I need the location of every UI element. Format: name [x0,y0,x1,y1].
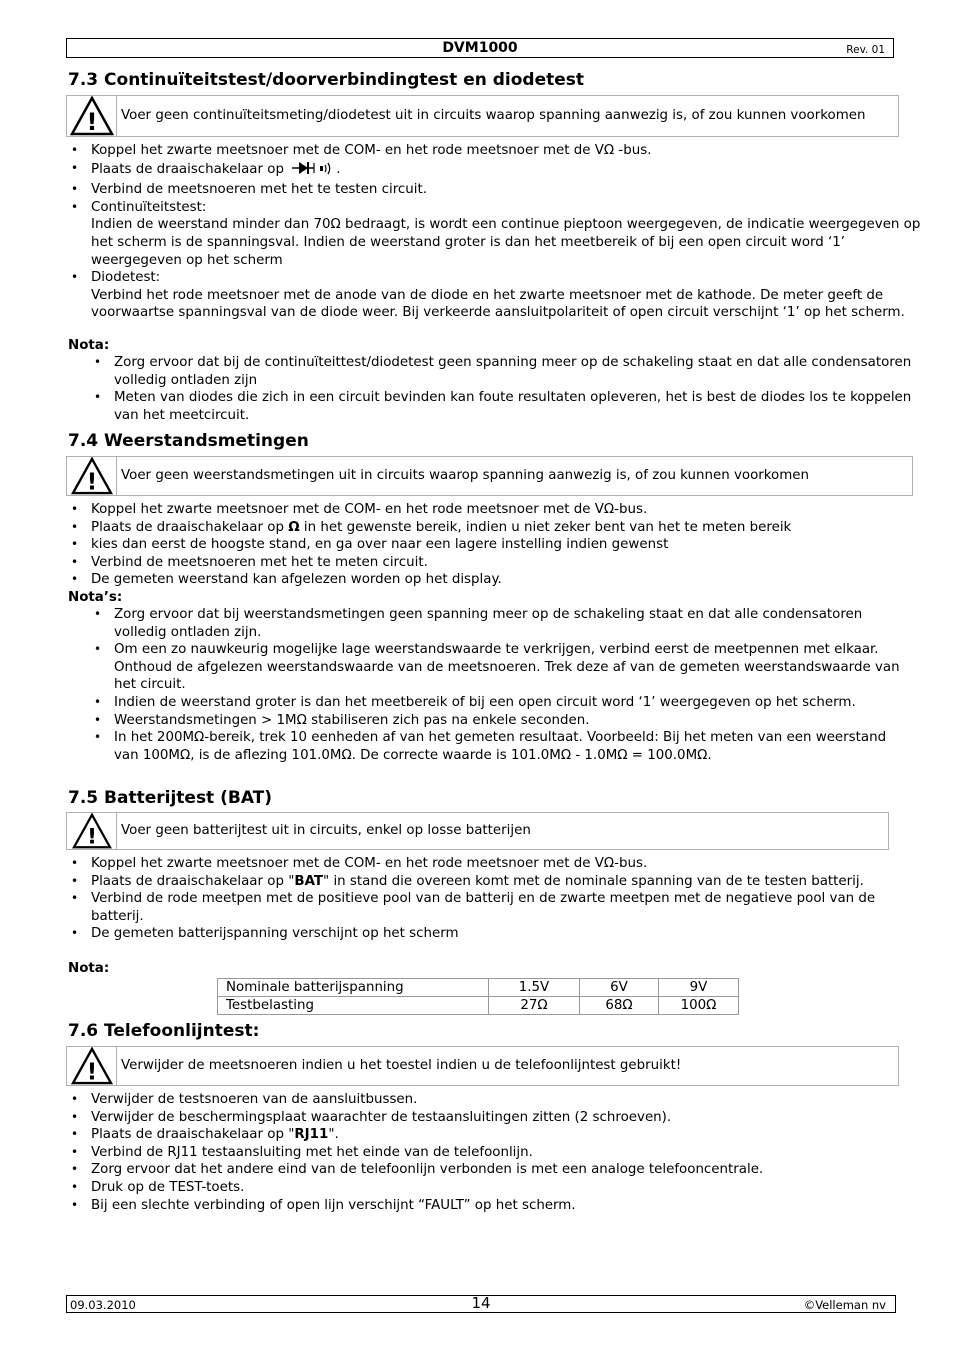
list-item [91,1126,921,1144]
list-item-text: Plaats de draaischakelaar op " [91,873,295,889]
list-item: • Verbind de rode meetpen met de positieve pool van de batterij en de zwarte meetpen met de negatieve pool van de batterij. [91,890,921,925]
list-item: • Koppel het zwarte meetsnoer met de COM- en het rode meetsnoer met de VΩ-bus. [91,501,921,519]
revision: Rev. 01 [846,44,885,56]
table-cell: 1.5V [489,979,580,997]
note-item: • Weerstandsmetingen > 1MΩ stabiliseren zich pas na enkele seconden. [114,712,914,730]
table-cell: 100Ω [659,997,739,1015]
list-item: • kies dan eerst de hoogste stand, en ga over naar een lagere instelling indien gewenst [91,536,921,554]
list-item: • Verbind de meetsnoeren met het te meten circuit. [91,554,921,572]
list-item-text: Verbind het rode meetsnoer met de anode van de diode en het zwarte meetsnoer met de kathode. De meter geeft de voorwaartse spanningsval van de diode weer. Bij verkeerde aansluitpolariteit of open circuit verschijnt ‘1’ op het scherm. [91,287,905,321]
bullet-list-7-5 [68,855,921,943]
note-list-7-3 [91,354,914,424]
list-item: • Druk op de TEST-toets. [91,1179,921,1197]
table-row [218,979,739,997]
svg-text:!: ! [86,469,97,495]
nota-label-7-4: Nota’s: [68,590,123,605]
warning-text: Voer geen batterijtest uit in circuits, enkel op losse batterijen [121,823,531,838]
rj11-setting: RJ11 [294,1127,329,1143]
nota-label-7-5: Nota: [68,961,110,976]
bullet-list-7-3 [68,142,921,322]
table-cell: 68Ω [580,997,659,1015]
svg-text:!: ! [86,108,97,136]
list-item: • Koppel het zwarte meetsnoer met de COM- en het rode meetsnoer met de VΩ -bus. [91,142,921,160]
warning-text: Voer geen weerstandsmetingen uit in circuits waarop spanning aanwezig is, of zou kunnen voorkomen [121,468,810,483]
list-item: • Verwijder de beschermingsplaat waarachter de testaansluitingen zitten (2 schroeven). [91,1109,921,1127]
warning-text: Voer geen continuïteitsmeting/diodetest uit in circuits waarop spanning aanwezig is, of zou kunnen voorkomen [121,108,866,123]
table-cell: Testbelasting [218,997,489,1015]
warning-box-7-3 [66,95,899,137]
table-cell: 9V [659,979,739,997]
nota-label-7-3: Nota: [68,338,110,353]
model-name: DVM1000 [442,40,518,56]
footer-copyright: ©Velleman nv [803,1298,886,1312]
list-item: • De gemeten weerstand kan afgelezen worden op het display. [91,571,921,589]
note-item: • Meten van diodes die zich in een circuit bevinden kan foute resultaten opleveren, het is best de diodes los te koppelen van het meetcircuit. [114,389,914,424]
warning-icon [67,1047,117,1085]
list-item-text: Plaats de draaischakelaar op [91,161,284,177]
section-title-7-5: 7.5 Batterijtest (BAT) [68,788,273,808]
ohm-symbol: Ω [288,519,300,535]
svg-text:!: ! [86,824,97,849]
table-row [218,997,739,1015]
list-item: • Verwijder de testsnoeren van de aansluitbussen. [91,1091,921,1109]
warning-box-7-5 [66,812,889,850]
list-item-heading: Diodetest: [91,270,161,286]
list-item-text: ". [328,1127,339,1143]
table-cell: 6V [580,979,659,997]
note-item: • Indien de weerstand groter is dan het meetbereik of bij een open circuit word ‘1’ weergegeven op het scherm. [114,694,914,712]
warning-icon [67,813,117,849]
list-item: • Verbind de RJ11 testaansluiting met het einde van de telefoonlijn. [91,1144,921,1162]
list-item-text: in het gewenste bereik, indien u niet zeker bent van het te meten bereik [303,519,792,535]
footer-date: 09.03.2010 [70,1298,136,1312]
bullet-list-7-4 [68,501,921,589]
list-item-text: Indien de weerstand minder dan 70Ω bedraagt, is wordt een continue pieptoon weergegeven, de indicatie weergegeven op het scherm is de spanningsval. Indien de weerstand groter is dan het meetbereik of bij een open circuit word ‘1’ weergegeven op het scherm [91,217,921,268]
list-item [91,519,921,537]
note-item: • Zorg ervoor dat bij de continuïteittest/diodetest geen spanning meer op de schakeling staat en dat alle condensatoren volledig ontladen zijn [114,354,914,389]
list-item [91,199,921,269]
list-item: • De gemeten batterijspanning verschijnt op het scherm [91,925,921,943]
warning-box-7-6 [66,1046,899,1086]
warning-box-7-4 [66,456,913,496]
table-cell: Nominale batterijspanning [218,979,489,997]
section-title-7-4: 7.4 Weerstandsmetingen [68,431,309,451]
list-item [91,269,921,322]
note-item: • In het 200MΩ-bereik, trek 10 eenheden af van het gemeten resultaat. Voorbeeld: Bij het meten van een weerstand van 100MΩ, is de aflezing 101.0MΩ. De correcte waarde is 101.0MΩ - 1.0MΩ = 100.0MΩ. [114,729,914,764]
section-title-7-6: 7.6 Telefoonlijntest: [68,1021,260,1041]
note-item: • Zorg ervoor dat bij weerstandsmetingen geen spanning meer op de schakeling staat en dat alle condensatoren volledig ontladen zijn. [114,606,914,641]
section-title-7-3: 7.3 Continuïteitstest/doorverbindingtest en diodetest [68,70,585,90]
bullet-list-7-6 [68,1091,921,1214]
table-cell: 27Ω [489,997,580,1015]
warning-icon [67,96,117,136]
page-footer [66,1295,896,1313]
list-item: • Bij een slechte verbinding of open lijn verschijnt “FAULT” op het scherm. [91,1197,921,1215]
svg-text:!: ! [86,1059,97,1085]
warning-icon [67,457,117,495]
list-item-text: Plaats de draaischakelaar op " [91,1127,295,1143]
list-item-text: Plaats de draaischakelaar op [91,519,284,535]
list-item [91,873,921,891]
list-item: • Koppel het zwarte meetsnoer met de COM- en het rode meetsnoer met de VΩ-bus. [91,855,921,873]
list-item: • Zorg ervoor dat het andere eind van de telefoonlijn verbonden is met een analoge telefooncentrale. [91,1161,921,1179]
note-list-7-4 [91,606,914,764]
list-item: • Plaats de draaischakelaar op . [91,160,921,182]
page-number: 14 [471,1294,491,1312]
bat-setting: BAT [294,873,324,889]
page-header [66,38,894,58]
list-item-text: " in stand die overeen komt met de nominale spanning van de te testen batterij. [323,873,864,889]
battery-test-table [217,978,739,1015]
list-item-heading: Continuïteitstest: [91,199,207,215]
note-item: • Om een zo nauwkeurig mogelijke lage weerstandswaarde te verkrijgen, verbind eerst de meetpennen met elkaar. Onthoud de afgelezen weerstandswaarde van de meetsnoeren. Trek deze af van de gemeten weerstandswaarde van het circuit. [114,641,914,694]
warning-text: Verwijder de meetsnoeren indien u het toestel indien u de telefoonlijntest gebruikt! [121,1058,682,1073]
diode-continuity-symbol-icon [292,160,336,182]
list-item: • Verbind de meetsnoeren met het te testen circuit. [91,181,921,199]
